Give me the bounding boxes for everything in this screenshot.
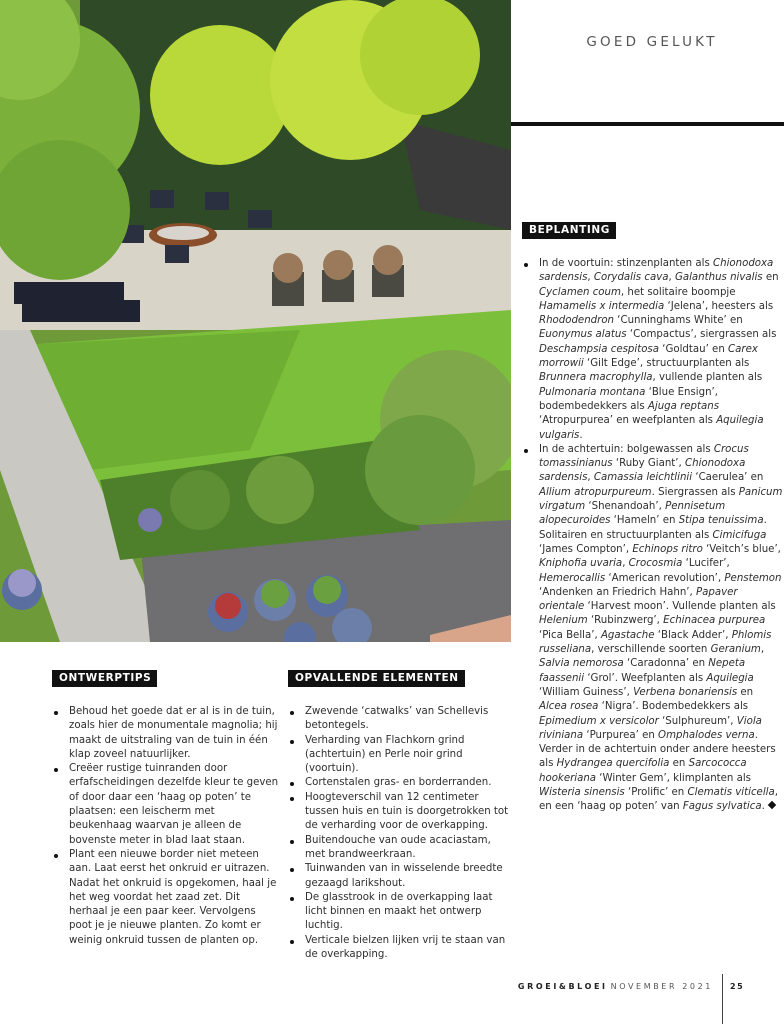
beplanting-list xyxy=(522,257,784,815)
text-run: , verschillende soorten xyxy=(591,644,711,656)
text-run: ‘Caradonna’ en xyxy=(623,658,709,670)
species-name: Pulmonaria montana xyxy=(539,386,646,398)
species-name: Pennisetum alopecuroides xyxy=(539,501,726,527)
species-name: Chionodoxa sardensis xyxy=(539,458,746,484)
species-name: Euonymus alatus xyxy=(539,329,627,341)
opvallende-elementen-list xyxy=(288,705,510,962)
text-run: ‘Grol’. Weefplanten als xyxy=(584,672,707,684)
text-run: , xyxy=(587,272,594,284)
species-name: Chionodoxa sardensis xyxy=(539,258,774,284)
text-run: ‘Caerulea’ en xyxy=(692,472,764,484)
list-item: Tuinwanden van in wisselende breedte gezaagd larikshout. xyxy=(288,862,510,891)
text-run: en xyxy=(737,686,754,698)
opvallende-elementen-section xyxy=(288,670,510,962)
species-name: Hamamelis x intermedia xyxy=(539,300,665,312)
species-name: Ajuga reptans xyxy=(647,400,720,412)
text-run: , vullende planten als xyxy=(652,372,763,384)
text-run: , het solitaire boompje xyxy=(620,286,736,298)
text-run: ‘Prolific’ en xyxy=(624,786,688,798)
species-name: Epimedium x versicolor xyxy=(539,715,659,727)
species-name: Panicum virgatum xyxy=(539,486,783,513)
species-name: Camassia leichtlinii xyxy=(593,472,693,484)
species-name: Sarcococca hookeriana xyxy=(539,758,747,784)
list-item: Plant een nieuwe border niet meteen aan. Laat eerst het onkruid er uitrazen. Nadat het onkruid is opgekomen, haal je het weg voordat het zaad zet. Dit herhaal je een paar keer. Vervolgens poot je je nieuwe planten. Zo komt er weinig onkruid tussen de planten op. xyxy=(52,848,280,948)
species-name: Hemerocallis xyxy=(539,572,606,584)
species-name: Crocus tomassinianus xyxy=(539,443,749,470)
species-name: Aquilegia vulgaris xyxy=(539,415,764,441)
text-run: . Verder in de achtertuin onder andere heesters als xyxy=(539,729,776,770)
text-run: , xyxy=(760,644,765,656)
text-run: ‘Lucifer’, xyxy=(682,558,730,570)
species-name: Geranium xyxy=(710,644,761,656)
species-name: Clematis viticella xyxy=(687,786,775,798)
species-name: Carex morrowii xyxy=(539,343,758,370)
text-run: ‘Nigra’. Bodembedekkers als xyxy=(598,701,749,713)
section-title: GOED GELUKT xyxy=(586,34,718,50)
ontwerptips-heading: ONTWERPTIPS xyxy=(52,670,157,687)
text-run: , xyxy=(587,472,594,484)
text-run: , xyxy=(668,272,675,284)
text-run: ‘William Guiness’, xyxy=(539,686,634,698)
list-item xyxy=(522,443,784,815)
page-footer xyxy=(500,982,784,1024)
species-name: Omphalodes verna xyxy=(658,729,755,741)
diamond-end-icon xyxy=(768,801,776,809)
text-run: , xyxy=(622,558,629,570)
text-run: ‘Purpurea’ en xyxy=(583,729,659,741)
list-item xyxy=(522,257,784,443)
list-item: Buitendouche van oude acaciastam, met brandweerkraan. xyxy=(288,834,510,863)
text-run: ‘Shenandoah’, xyxy=(585,501,666,513)
ontwerptips-list xyxy=(52,705,280,948)
issue-date: NOVEMBER 2021 xyxy=(610,982,713,991)
text-run: ‘Jelena’, heesters als xyxy=(664,300,774,312)
footer-divider xyxy=(722,974,723,1024)
species-name: Allium atropurpureum xyxy=(539,486,652,498)
species-name: Viola riviniana xyxy=(539,715,762,741)
beplanting-item-text xyxy=(539,258,779,441)
beplanting-item-text xyxy=(539,444,782,812)
text-run: ‘Goldtau’ en xyxy=(658,343,729,355)
species-name: Cyclamen coum xyxy=(539,286,621,298)
species-name: Cimicifuga xyxy=(712,529,767,541)
text-run: ‘Pica Bella’, xyxy=(539,629,601,641)
text-run: ‘James Compton’, xyxy=(539,543,633,555)
species-name: Papaver orientale xyxy=(539,586,738,613)
list-item: Verharding van Flachkorn grind (achtertuin) en Perle noir grind (voortuin). xyxy=(288,734,510,777)
species-name: Salvia nemorosa xyxy=(539,658,624,670)
list-item: Hoogteverschil van 12 centimeter tussen huis en tuin is doorgetrokken tot de verharding voor de overkapping. xyxy=(288,791,510,834)
species-name: Corydalis cava xyxy=(593,272,669,284)
species-name: Deschampsia cespitosa xyxy=(539,343,659,355)
list-item: Verticale bielzen lijken vrij te staan van de overkapping. xyxy=(288,934,510,963)
text-run: ‘Harvest moon’. Vullende planten als xyxy=(584,601,776,613)
text-run: ‘American revolution’, xyxy=(605,572,725,584)
page-number: 25 xyxy=(730,982,745,991)
garden-photo xyxy=(0,0,511,642)
beplanting-heading: BEPLANTING xyxy=(522,222,616,239)
text-run: . Solitairen en structuurplanten als xyxy=(539,515,767,541)
list-item: De glasstrook in de overkapping laat licht binnen en maakt het ontwerp luchtig. xyxy=(288,891,510,934)
beplanting-section xyxy=(522,222,784,815)
text-run: In de voortuin: stinzenplanten als xyxy=(539,258,713,269)
text-run: ‘Winter Gem’, klimplanten als xyxy=(596,772,751,784)
text-run: en xyxy=(669,758,689,770)
species-name: Agastache xyxy=(600,629,655,641)
opvallende-elementen-heading: OPVALLENDE ELEMENTEN xyxy=(288,670,465,687)
header-rule xyxy=(511,122,784,126)
text-run: ‘Compactus’, siergrassen als xyxy=(626,329,777,341)
text-run: In de achtertuin: bolgewassen als xyxy=(539,443,714,455)
garden-photo-illustration xyxy=(0,0,511,642)
list-item: Zwevende ‘catwalks’ van Schellevis betontegels. xyxy=(288,705,510,734)
species-name: Galanthus nivalis xyxy=(674,272,763,284)
text-run: ‘Veitch’s blue’, xyxy=(702,543,781,555)
species-name: Wisteria sinensis xyxy=(539,786,625,798)
species-name: Stipa tenuissima xyxy=(678,515,764,527)
text-run: . xyxy=(579,429,583,441)
species-name: Crocosmia xyxy=(628,558,683,570)
text-run: ‘Rubinzwerg’, xyxy=(587,615,664,627)
text-run: ‘Hameln’ en xyxy=(610,515,679,527)
species-name: Kniphofia uvaria xyxy=(539,558,623,570)
ontwerptips-section xyxy=(52,670,280,948)
list-item: Creëer rustige tuinranden door erfafscheidingen dezelfde kleur te geven of door daar een ‘haag op poten’ te plaatsen: een leischerm met beukenhaag waarvan je alleen de bovenste meter in blad laat staan. xyxy=(52,762,280,848)
species-name: Rhododendron xyxy=(539,315,615,327)
species-name: Fagus sylvatica xyxy=(682,801,762,813)
species-name: Hydrangea quercifolia xyxy=(556,758,670,770)
magazine-name: GROEI&BLOEI xyxy=(517,982,608,991)
list-item: Behoud het goede dat er al is in de tuin, zoals hier de monumentale magnolia; hij maakt de uitstraling van de tuin in één klap zoveel natuurlijker. xyxy=(52,705,280,762)
text-run: en xyxy=(762,272,779,284)
text-run: ‘Cunninghams White’ en xyxy=(614,315,743,327)
species-name: Helenium xyxy=(539,615,588,627)
species-name: Phlomis russeliana xyxy=(539,629,772,656)
list-item: Cortenstalen gras- en borderranden. xyxy=(288,776,510,790)
species-name: Alcea rosea xyxy=(539,701,599,713)
text-run: ‘Gilt Edge’, structuurplanten als xyxy=(583,358,750,370)
text-run: ‘Sulphureum’, xyxy=(658,715,737,727)
species-name: Echinops ritro xyxy=(632,543,703,555)
species-name: Aquilegia xyxy=(706,672,754,684)
text-run: . Siergrassen als xyxy=(651,486,739,498)
species-name: Brunnera macrophylla xyxy=(539,372,653,384)
footer-publication xyxy=(518,982,713,991)
species-name: Penstemon xyxy=(724,572,782,584)
species-name: Echinacea purpurea xyxy=(663,615,766,627)
text-run: ‘Atropurpurea’ en weefplanten als xyxy=(539,415,717,427)
text-run: ‘Blue Ensign’, bodembedekkers als xyxy=(539,386,719,412)
text-run: ‘Andenken an Friedrich Hahn’, xyxy=(539,586,697,598)
species-name: Nepeta faassenii xyxy=(539,658,746,684)
text-run: ‘Ruby Giant’, xyxy=(612,458,686,470)
text-run: , en een ‘haag op poten’ van xyxy=(539,786,778,813)
text-run: ‘Black Adder’, xyxy=(654,629,732,641)
species-name: Verbena bonariensis xyxy=(633,686,738,698)
text-run: . xyxy=(761,801,765,813)
